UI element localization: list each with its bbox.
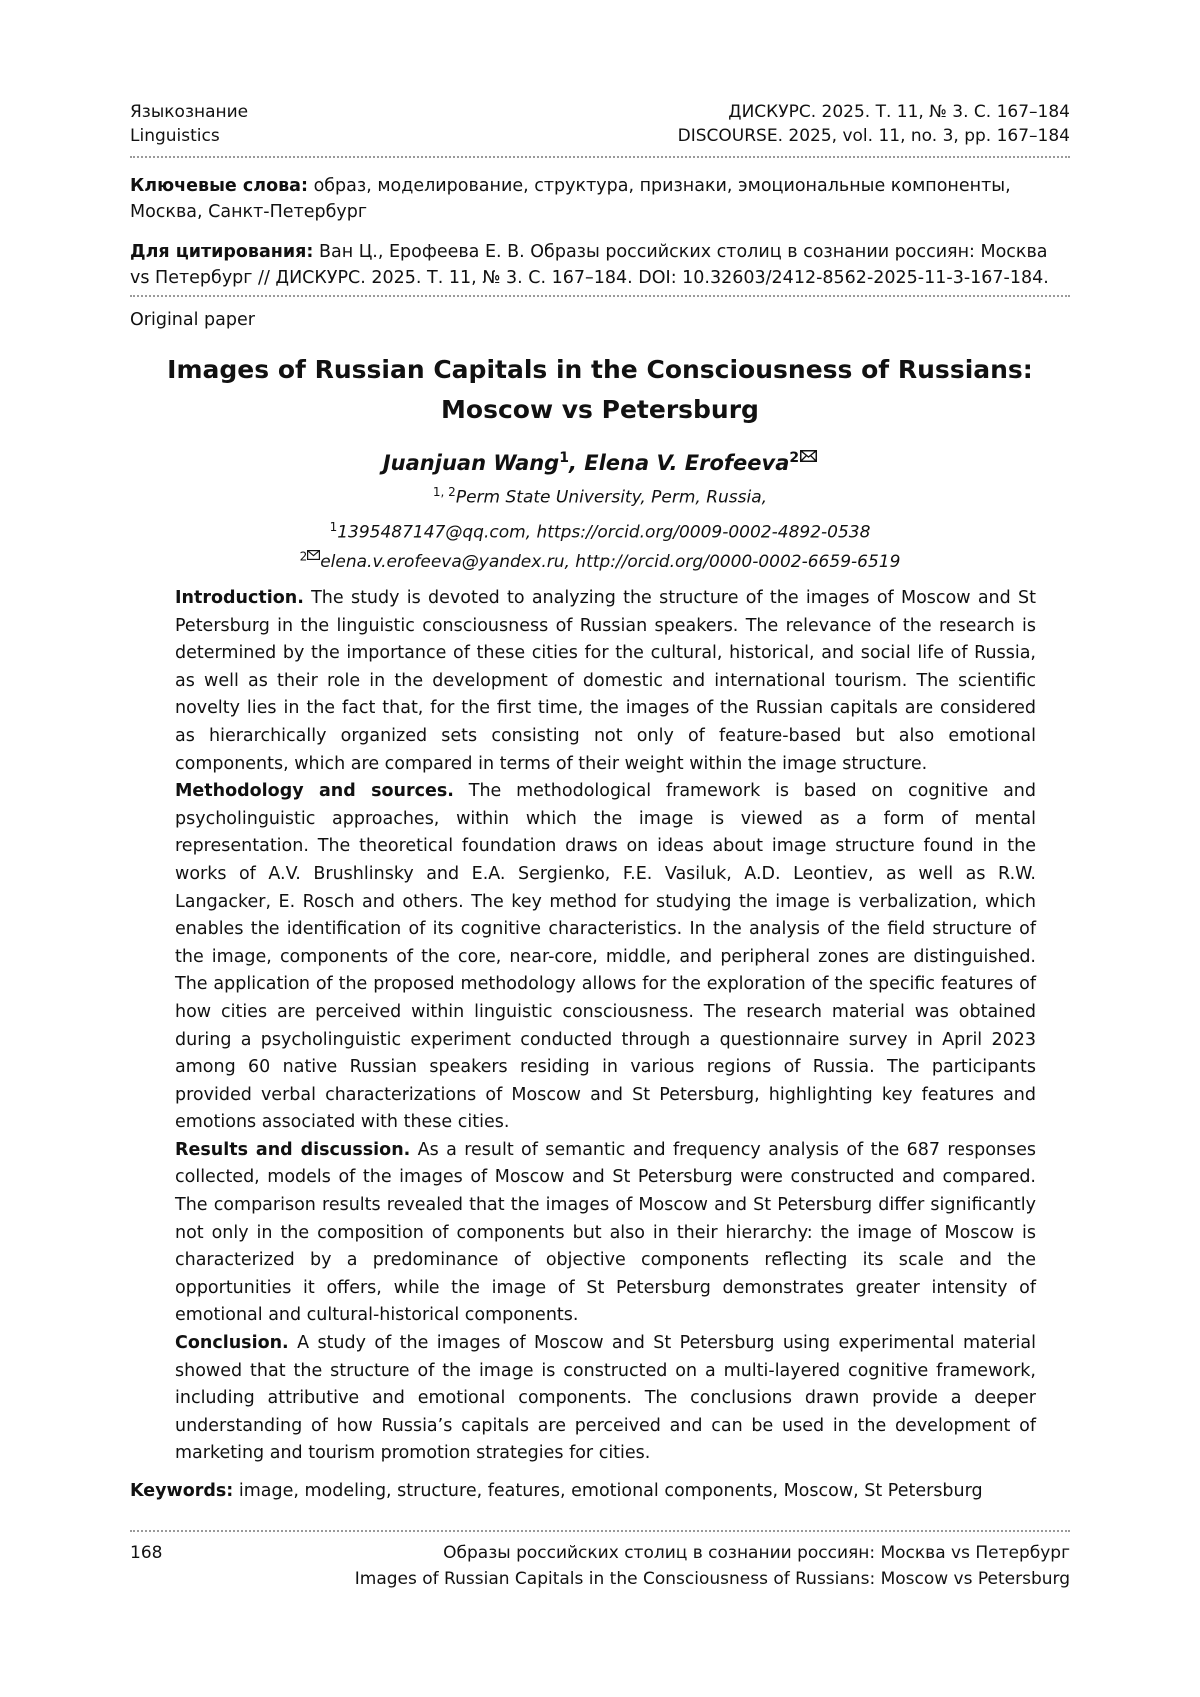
abstract-introduction [175, 585, 1036, 778]
author-2-contact-sup: 2 [299, 549, 308, 564]
affiliation-university [130, 480, 1070, 510]
author-2-name: Elena V. Erofeeva [584, 451, 790, 475]
abstract [175, 585, 1036, 1468]
citation-label: Для цитирования: [130, 242, 314, 262]
conclusion-text: A study of the images of Moscow and St Petersburg using experimental material showed that the structure of the image is constructed on a multi-layered cognitive framework, including attributive and emotional components. The conclusions drawn provide a deeper understanding of how Russia’s capitals are perceived and can be used in the development of marketing and tourism promotion strategies for cities. [175, 1333, 1036, 1464]
author-1-contact [130, 515, 1070, 545]
methodology-text: The methodological framework is based on cognitive and psycholinguistic approaches, within which the image is viewed as a form of mental representation. The theoretical foundation draws on ideas about image structure found in the works of A.V. Brushlinsky and E.A. Sergienko, F.E. Vasiluk, A.D. Leontiev, as well as R.W. Langacker, E. Rosch and others. The key method for studying the image is verbalization, which enables the identification of its cognitive characteristics. In the analysis of the field structure of the image, components of the core, near-core, middle, and peripheral zones are distinguished. The application of the proposed methodology allows for the exploration of the specific features of how cities are perceived within linguistic consciousness. The research material was obtained during a psycholinguistic experiment conducted through a questionnaire survey in April 2023 among 60 native Russian speakers residing in various regions of Russia. The participants provided verbal characterizations of Moscow and St Petersburg, highlighting key features and emotions associated with these cities. [175, 781, 1037, 1133]
affiliation-sup: 1, 2 [432, 485, 456, 499]
mail-icon [800, 440, 817, 452]
author-2-contact-text[interactable]: elena.v.erofeeva@yandex.ru, http://orcid.org/0000-0002-6659-6519 [320, 552, 901, 572]
abstract-conclusion [175, 1330, 1036, 1468]
keywords-ru [130, 173, 1070, 225]
footer-title-en: Images of Russian Capitals in the Consciousness of Russians: Moscow vs Petersburg [354, 1569, 1070, 1589]
article-title: Images of Russian Capitals in the Consciousness of Russians: Moscow vs Petersburg [167, 355, 1033, 424]
author-2-contact [130, 543, 1070, 574]
methodology-label: Methodology and sources. [175, 781, 454, 802]
author-1-sup: 1 [559, 450, 569, 466]
introduction-label: Introduction. [175, 588, 304, 608]
affiliation-text: Perm State University, Perm, Russia, [455, 487, 768, 508]
keywords-en [130, 1478, 1070, 1504]
author-1-name: Juanjuan Wang [382, 451, 560, 475]
mail-icon [307, 543, 320, 553]
running-header [130, 100, 1070, 148]
author-separator: , [568, 451, 585, 475]
page-number: 168 [130, 1543, 163, 1563]
journal-citation-ru: ДИСКУРС. 2025. Т. 11, № 3. С. 167–184 [728, 102, 1070, 122]
running-footer [130, 1540, 1070, 1592]
introduction-text: The study is devoted to analyzing the structure of the images of Moscow and St Petersburg in the linguistic consciousness of Russian speakers. The relevance of the research is determined by the importance of these cities for the cultural, historical, and social life of Russia, as well as their role in the development of domestic and international tourism. The scientific novelty lies in the fact that, for the first time, the images of the Russian capitals are considered as hierarchically organized sets consisting not only of feature-based but also emotional components, which are compared in terms of their weight within the image structure. [175, 588, 1036, 774]
author-1-contact-sup: 1 [329, 520, 338, 534]
keywords-en-label: Keywords: [130, 1481, 234, 1501]
paper-type: Original paper [130, 310, 255, 330]
footer-divider [130, 1530, 1070, 1532]
author-line [130, 440, 1070, 478]
keywords-ru-text: образ, моделирование, структура, признаки, эмоциональные компоненты, Москва, Санкт-Петербург [130, 176, 1011, 222]
keywords-ru-label: Ключевые слова: [130, 176, 308, 196]
footer-title-ru: Образы российских столиц в сознании россиян: Москва vs Петербург [443, 1543, 1070, 1563]
section-name-ru: Языкознание [130, 102, 249, 122]
keywords-en-text: image, modeling, structure, features, emotional components, Moscow, St Petersburg [233, 1481, 983, 1501]
section-name-en: Linguistics [130, 126, 220, 146]
abstract-results [175, 1137, 1036, 1330]
results-text: As a result of semantic and frequency analysis of the 687 responses collected, models of the images of Moscow and St Petersburg were constructed and compared. The comparison results revealed that the images of Moscow and St Petersburg differ significantly not only in the composition of components but also in their hierarchy: the image of Moscow is characterized by a predominance of objective components reflecting its scale and the opportunities it offers, while the image of St Petersburg demonstrates greater intensity of emotional and cultural-historical components. [175, 1139, 1036, 1326]
abstract-methodology [175, 778, 1036, 1137]
meta-divider [130, 295, 1070, 297]
citation-text: Ван Ц., Ерофеева Е. В. Образы российских столиц в сознании россиян: Москва vs Петербург // ДИСКУРС. 2025. Т. 11, № 3. С. 167–184. DOI: 10.32603/2412-8562-2025-11-3-167-184. [130, 242, 1049, 288]
citation-block [130, 239, 1070, 291]
journal-citation-en: DISCOURSE. 2025, vol. 11, no. 3, pp. 167–184 [677, 126, 1070, 146]
conclusion-label: Conclusion. [175, 1333, 289, 1354]
author-1-contact-text[interactable]: 1395487147@qq.com, https://orcid.org/0009-0002-4892-0538 [337, 522, 871, 543]
author-2-sup: 2 [789, 450, 800, 466]
header-divider [130, 156, 1070, 158]
results-label: Results and discussion. [175, 1139, 411, 1160]
